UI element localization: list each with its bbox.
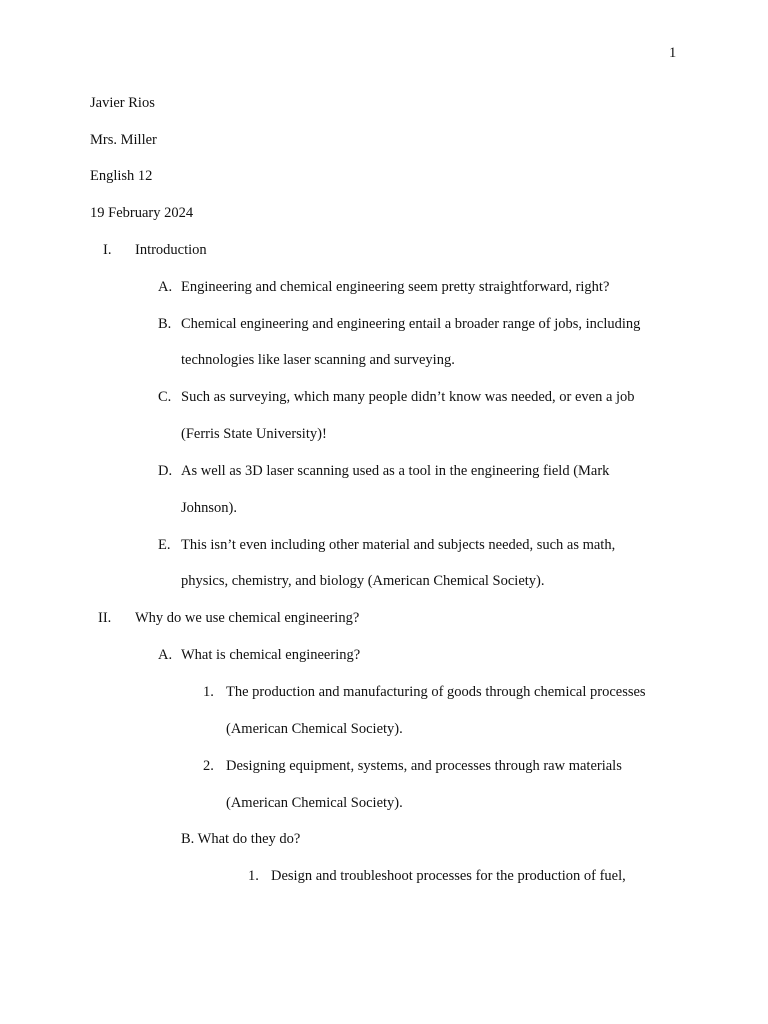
item-text: B. What do they do? [181, 831, 301, 847]
item-marker: B. [158, 316, 172, 332]
item-marker: E. [158, 537, 171, 553]
item-text: As well as 3D laser scanning used as a tool in the engineering field (Mark [181, 463, 610, 479]
subitem-text: (American Chemical Society). [226, 795, 403, 811]
item-text: Such as surveying, which many people didn’t know was needed, or even a job [181, 389, 635, 405]
item-marker: C. [158, 389, 172, 405]
section-title: Introduction [135, 242, 207, 258]
item-text: physics, chemistry, and biology (American Chemical Society). [181, 573, 545, 589]
item-text: What is chemical engineering? [181, 647, 361, 663]
item-marker: A. [158, 647, 173, 663]
item-text: technologies like laser scanning and surveying. [181, 352, 455, 368]
author-name: Javier Rios [90, 95, 155, 111]
item-text: Chemical engineering and engineering entail a broader range of jobs, including [181, 316, 641, 332]
subitem-marker: 2. [203, 758, 214, 774]
subitem-text: Designing equipment, systems, and processes through raw materials [226, 758, 622, 774]
section-marker: I. [103, 242, 112, 258]
subitem-text: (American Chemical Society). [226, 721, 403, 737]
item-marker: A. [158, 279, 173, 295]
subitem-marker: 1. [203, 684, 214, 700]
item-text: Johnson). [181, 500, 237, 516]
course-name: English 12 [90, 168, 153, 184]
section-title: Why do we use chemical engineering? [135, 610, 360, 626]
item-text: Engineering and chemical engineering seem pretty straightforward, right? [181, 279, 610, 295]
subitem-text: Design and troubleshoot processes for the production of fuel, [271, 868, 626, 884]
teacher-name: Mrs. Miller [90, 132, 157, 148]
page-number: 1 [669, 45, 677, 61]
paper-date: 19 February 2024 [90, 205, 194, 221]
subitem-marker: 1. [248, 868, 259, 884]
subitem-text: The production and manufacturing of goods through chemical processes [226, 684, 646, 700]
item-marker: D. [158, 463, 173, 479]
item-text: (Ferris State University)! [181, 426, 327, 442]
section-marker: II. [98, 610, 112, 626]
item-text: This isn’t even including other material and subjects needed, such as math, [181, 537, 616, 553]
